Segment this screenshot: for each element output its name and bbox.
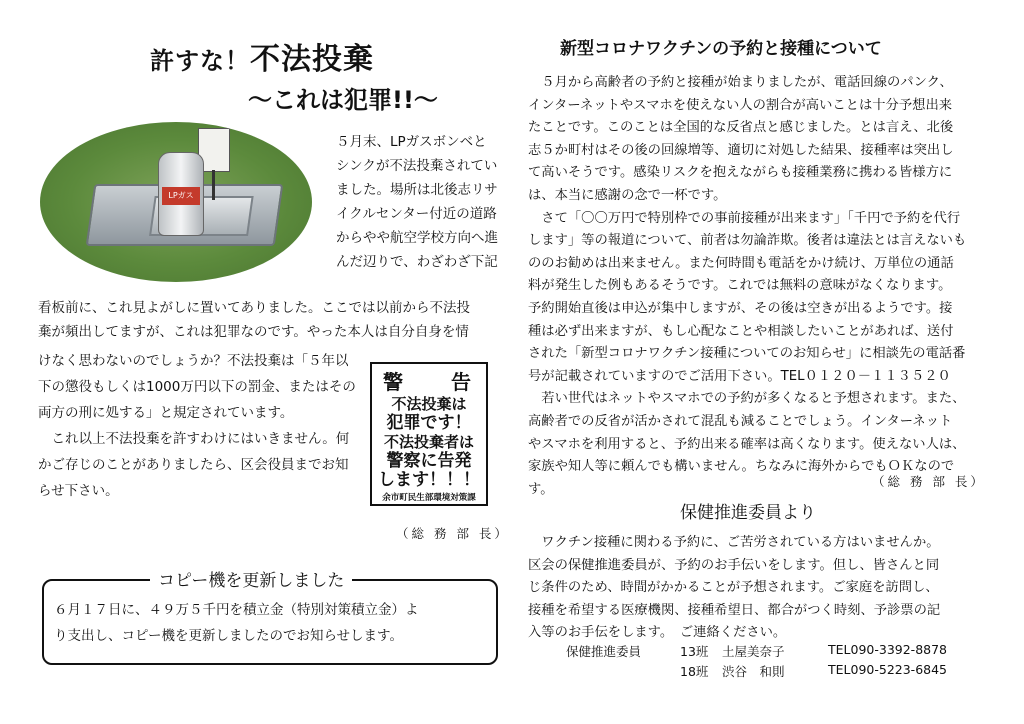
article-title xyxy=(150,34,374,78)
staff-row-1-group: 13班 xyxy=(680,644,709,659)
staff-row-2-tel: TEL090-5223-6845 xyxy=(828,662,948,677)
staff-label: 保健推進委員 xyxy=(566,644,642,659)
intro-paragraph: ５月末、LPガスボンベと シンクが不法投棄されてい ました。場所は北後志リサ イクルセンター付近の道路 からやや航空学校方向へ進 んだ辺りで、わざわざ下記 xyxy=(336,134,498,270)
copy-notice-body: ６月１７日に、４９万５千円を積立金（特別対策積立金）よ り支出し、コピー機を更新しましたのでお知らせします。 xyxy=(54,602,419,644)
health-section-title: 保健推進委員より xyxy=(680,503,816,523)
warning-sign: 警 告 不法投棄は 犯罪です！ 不法投棄者は 警察に告発 します！！！ 余市町民生部環境対策課 xyxy=(370,362,488,506)
title-main: 不法投棄 xyxy=(250,42,374,77)
dumped-items-photo xyxy=(40,122,312,282)
staff-row-1-tel: TEL090-3392-8878 xyxy=(828,642,948,657)
title-prefix: 許すな！ xyxy=(150,47,250,75)
copy-notice-title: コピー機を更新しました xyxy=(150,566,352,591)
penalty-paragraph: けなく思わないのでしょうか？不法投棄は「５年以 下の懲役もしくは1000万円以下の罰金、またはその 両方の刑に処する」と規定されています。 これ以上不法投棄を許すわけにはいきません。何 かご存じのことがありましたら、区会役員までお知 らせ下さい。 xyxy=(38,353,356,499)
vaccine-article-title: 新型コロナワクチンの予約と接種について xyxy=(560,39,882,59)
left-sign-off: （総 務 部 長） xyxy=(396,526,510,541)
warning-footer: 余市町民生部環境対策課 xyxy=(382,493,476,503)
gas-cylinder-illustration xyxy=(158,152,204,236)
body-paragraph: 看板前に、これ見よがしに置いてありました。ここでは以前から不法投 棄が頻出してますが、これは犯罪なのです。やった本人は自分自身を情 xyxy=(38,300,470,340)
vaccine-article-body: ５月から高齢者の予約と接種が始まりましたが、電話回線のパンク、 インターネットやスマホを使えない人の割合が高いことは十分予想出来 たことです。このことは全国的な反省点と感じました。とは言え、北後 志５か町村はその後の回線増等、適切に対処した結果、接種率は突出し て高いそうです。感染リスクを抱えながらも接種業務に携わる皆様方に は、本当に感謝の念で一杯です。 さて「〇〇万円で特別枠での事前接種が出来ます」「千円で予約を代行 します」等の報道について、前者は勿論詐欺。後者は違法とは言えないも ののお勧めは出来ません。また何時間も電話をかけ続け、万単位の通話 料が発生した例もあるそうです。これでは無料の意味がなくなります。 予約開始直後は申込が集中しますが、その後は空きが出るようです。接 種は必ず出来ますが、もし心配なことや相談したいことがあれば、送付 された「新型コロナワクチン接種についてのお知らせ」に相談先の電話番 号が記載されていますのでご活用下さい。TEL０１２０－１１３５２０ 若い世代はネットやスマホでの予約が多くなると予想されます。また、 高齢者での反省が活かされて混乱も減ることでしょう。インターネット やスマホを利用すると、予約出来る確率は高くなります。使えない人は、 家族や知人等に頼んでも構いません。ちなみに海外からでもＯＫなので す。 xyxy=(528,75,967,497)
staff-row-2-name: 渋谷 和則 xyxy=(722,664,785,679)
right-sign-off: （総 務 部 長） xyxy=(872,474,986,489)
gas-cylinder-label: LPガス xyxy=(162,187,200,205)
staff-row-1-name: 土屋美奈子 xyxy=(722,644,785,659)
article-subtitle: 〜これは犯罪!!〜 xyxy=(248,86,438,114)
warning-heading: 警 告 xyxy=(383,370,485,394)
staff-row-2-group: 18班 xyxy=(680,664,709,679)
health-section-body: ワクチン接種に関わる予約に、ご苦労されている方はいませんか。 区会の保健推進委員が、予約のお手伝いをします。但し、皆さんと同 じ条件のため、時間がかかることが予想されます。ご家庭を訪問し、 接種を希望する医療機関、接種希望日、都合がつく時刻、予診票の記 入等のお手伝をします。 ご連絡ください。 xyxy=(528,535,941,640)
